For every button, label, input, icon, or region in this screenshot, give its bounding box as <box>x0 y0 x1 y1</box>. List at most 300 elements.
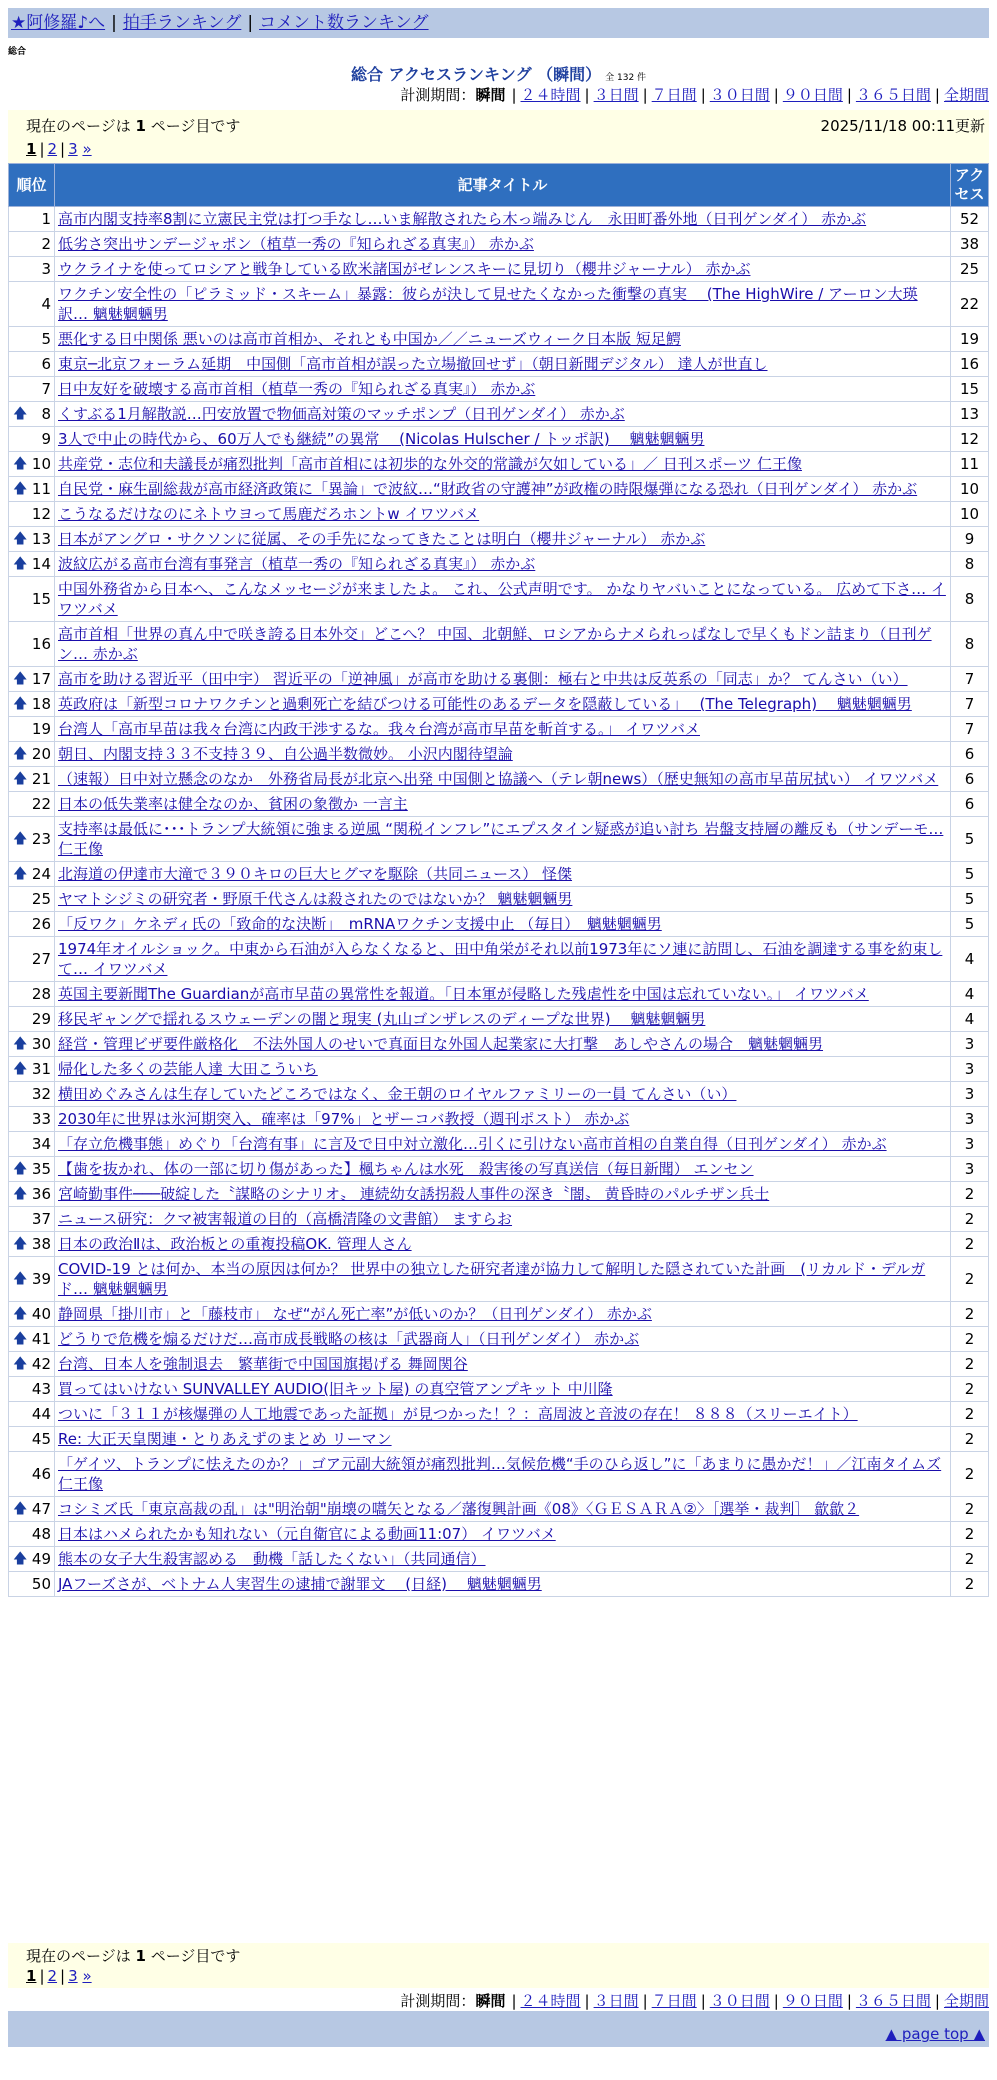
article-title-link[interactable]: 経営・管理ビザ要件厳格化 不法外国人のせいで真面目な外国人起業家に大打撃 あしやさんの場合 魑魅魍魎男 <box>58 1035 824 1053</box>
table-row <box>9 887 989 912</box>
article-title-link[interactable]: 中国外務省から日本へ、こんなメッセージが来ましたよ。 これ、公式声明です。 かなりヤバいことになっている。 広めて下さ… イワツバメ <box>58 580 946 618</box>
table-row <box>9 282 989 327</box>
article-title-link[interactable]: 高市首相「世界の真ん中で咲き誇る日本外交」どこへ？ 中国、北朝鮮、ロシアからナメられっぱなしで早くもドン詰まり（日刊ゲン… 赤かぶ <box>58 625 932 663</box>
article-title-link[interactable]: 北海道の伊達市大滝で３９０キロの巨大ヒグマを駆除（共同ニュース） 怪傑 <box>58 865 573 883</box>
article-title-link[interactable]: 東京─北京フォーラム延期 中国側「高市首相が誤った立場撤回せず」（朝日新聞デジタル） 達人が世直し <box>58 355 768 373</box>
rank-cell <box>9 1377 55 1402</box>
access-count: 38 <box>951 232 989 257</box>
rank-number: 9 <box>41 430 51 448</box>
access-count: 5 <box>951 817 989 862</box>
access-count: 52 <box>951 207 989 232</box>
rank-number: 32 <box>31 1085 51 1103</box>
table-row <box>9 577 989 622</box>
title-cell <box>55 1377 951 1402</box>
total-count: 全 132 件 <box>605 73 647 83</box>
rank-cell <box>9 1032 55 1057</box>
rank-cell <box>9 1207 55 1232</box>
rank-cell <box>9 377 55 402</box>
next-page-link[interactable]: » <box>82 1967 92 1985</box>
table-row <box>9 862 989 887</box>
access-count: 2 <box>951 1452 989 1497</box>
article-title-link[interactable]: 「存立危機事態」めぐり「台湾有事」に言及で日中対立激化…引くに引けない高市首相の自業自得（日刊ゲンダイ） 赤かぶ <box>58 1135 887 1153</box>
rank-number: 26 <box>31 915 51 933</box>
rank-number: 6 <box>41 355 51 373</box>
table-row <box>9 1007 989 1032</box>
table-row <box>9 817 989 862</box>
table-row <box>9 667 989 692</box>
access-count: 3 <box>951 1157 989 1182</box>
rank-cell <box>9 327 55 352</box>
up-arrow-icon: 🡅 <box>13 1186 28 1202</box>
period-option-365d[interactable]: ３６５日間 <box>855 1992 931 2010</box>
table-row <box>9 1522 989 1547</box>
article-title-link[interactable]: 日本の低失業率は健全なのか、貧困の象徴か 一言主 <box>58 795 408 813</box>
title-cell <box>55 1007 951 1032</box>
title-cell <box>55 1132 951 1157</box>
rank-cell <box>9 1057 55 1082</box>
rank-number: 41 <box>31 1330 51 1348</box>
rank-number: 36 <box>31 1185 51 1203</box>
article-title-link[interactable]: ついに「３１１が核爆弾の人工地震であった証拠」が見つかった！？：高周波と音波の存在！ ８８８（スリーエイト） <box>58 1405 858 1423</box>
access-count: 3 <box>951 1132 989 1157</box>
title-cell <box>55 742 951 767</box>
access-count: 3 <box>951 1082 989 1107</box>
nav-separator: | <box>247 13 254 33</box>
page-info-top <box>8 110 989 163</box>
rank-cell <box>9 982 55 1007</box>
rank-number: 1 <box>41 210 51 228</box>
table-row <box>9 352 989 377</box>
article-title-link[interactable]: 台湾人「高市早苗は我々台湾に内政干渉するな。我々台湾が高市早苗を斬首する。」 イワツバメ <box>58 720 700 738</box>
rank-number: 25 <box>31 890 51 908</box>
rank-cell <box>9 817 55 862</box>
current-page-text: 現在のページは 1 ページ目です <box>26 1947 241 1965</box>
rank-cell <box>9 667 55 692</box>
article-title-link[interactable]: 2030年に世界は氷河期突入、確率は「97%」とザーコバ教授（週刊ポスト） 赤かぶ <box>58 1110 630 1128</box>
top-navigation <box>8 8 989 38</box>
rank-cell <box>9 1082 55 1107</box>
up-arrow-icon: 🡅 <box>13 746 28 762</box>
table-row <box>9 1497 989 1522</box>
rank-number: 28 <box>31 985 51 1003</box>
title-cell <box>55 817 951 862</box>
rank-number: 37 <box>31 1210 51 1228</box>
rank-cell <box>9 1257 55 1302</box>
article-title-link[interactable]: 台湾、日本人を強制退去 繁華街で中国国旗掲げる 舞岡関谷 <box>58 1355 468 1373</box>
table-row <box>9 552 989 577</box>
page-link-1[interactable]: 1 <box>26 140 37 158</box>
rank-number: 20 <box>31 745 51 763</box>
period-option-90d[interactable]: ９０日間 <box>782 86 843 104</box>
title-cell <box>55 452 951 477</box>
access-count: 2 <box>951 1207 989 1232</box>
rank-cell <box>9 1452 55 1497</box>
up-arrow-icon: 🡅 <box>13 406 28 422</box>
article-title-link[interactable]: ワクチン安全性の「ピラミッド・スキーム」暴露：彼らが決して見せたくなかった衝撃の真実 (The HighWire / アーロン大瑛訳… 魑魅魍魎男 <box>58 285 918 323</box>
article-title-link[interactable]: 「反ワク」ケネディ氏の「致命的な決断」 mRNAワクチン支援中止 （毎日） 魑魅魍魎男 <box>58 915 662 933</box>
ranking-title-text: 総合 アクセスランキング （瞬間） <box>350 65 602 84</box>
access-count: 7 <box>951 692 989 717</box>
rank-cell <box>9 1232 55 1257</box>
rank-cell <box>9 232 55 257</box>
rank-cell <box>9 1427 55 1452</box>
rank-cell <box>9 792 55 817</box>
title-cell <box>55 477 951 502</box>
article-title-link[interactable]: こうなるだけなのにネトウヨって馬鹿だろホントw イワツバメ <box>58 505 480 523</box>
article-title-link[interactable]: 宮崎勤事件───破綻した〝謀略のシナリオ〟 連続幼女誘拐殺人事件の深き〝闇〟 黄昏時のパルチザン兵士 <box>58 1185 770 1203</box>
rank-number: 27 <box>31 950 51 968</box>
title-cell <box>55 427 951 452</box>
title-cell <box>55 1427 951 1452</box>
title-cell <box>55 257 951 282</box>
access-count: 2 <box>951 1352 989 1377</box>
access-count: 2 <box>951 1497 989 1522</box>
table-row <box>9 232 989 257</box>
nav-link-clap-ranking[interactable]: 拍手ランキング <box>122 13 242 33</box>
rank-number: 11 <box>31 480 51 498</box>
article-title-link[interactable]: 熊本の女子大生殺害認める 動機「話したくない」（共同通信） <box>58 1550 486 1568</box>
title-cell <box>55 527 951 552</box>
access-count: 8 <box>951 552 989 577</box>
period-option-all[interactable]: 全期間 <box>943 1992 989 2010</box>
access-count: 7 <box>951 667 989 692</box>
rank-number: 17 <box>31 670 51 688</box>
up-arrow-icon: 🡅 <box>13 531 28 547</box>
access-count: 6 <box>951 767 989 792</box>
period-option-3d[interactable]: ３日間 <box>593 1992 639 2010</box>
article-title-link[interactable]: 買ってはいけない SUNVALLEY AUDIO(旧キット屋) の真空管アンプキット 中川隆 <box>58 1380 613 1398</box>
update-time: 2025/11/18 00:11更新 <box>820 117 985 135</box>
title-cell <box>55 1107 951 1132</box>
rank-cell <box>9 862 55 887</box>
table-row <box>9 1427 989 1452</box>
period-option-7d[interactable]: ７日間 <box>651 86 697 104</box>
access-count: 10 <box>951 502 989 527</box>
article-title-link[interactable]: 3人で中止の時代から、60万人でも継続”の異常 (Nicolas Hulscher / トッポ訳) 魑魅魍魎男 <box>58 430 705 448</box>
table-row <box>9 1157 989 1182</box>
next-page-link[interactable]: » <box>82 140 92 158</box>
title-cell <box>55 717 951 742</box>
period-option-3d[interactable]: ３日間 <box>593 86 639 104</box>
up-arrow-icon: 🡅 <box>13 1306 28 1322</box>
page-link-2[interactable]: 2 <box>47 1967 58 1985</box>
up-arrow-icon: 🡅 <box>13 1161 28 1177</box>
title-cell <box>55 622 951 667</box>
article-title-link[interactable]: 高市内閣支持率8割に立憲民主党は打つ手なし…いま解散されたら木っ端みじん 永田町番外地（日刊ゲンダイ） 赤かぶ <box>58 210 867 228</box>
title-cell <box>55 692 951 717</box>
rank-cell <box>9 622 55 667</box>
title-cell <box>55 912 951 937</box>
rank-cell <box>9 402 55 427</box>
period-option-90d[interactable]: ９０日間 <box>782 1992 843 2010</box>
article-title-link[interactable]: 低劣さ突出サンデージャポン（植草一秀の『知られざる真実』） 赤かぶ <box>58 235 534 253</box>
title-cell <box>55 1547 951 1572</box>
title-cell <box>55 352 951 377</box>
article-title-link[interactable]: 共産党・志位和夫議長が痛烈批判「高市首相には初歩的な外交的常識が欠如している」／ 日刊スポーツ 仁王像 <box>58 455 802 473</box>
up-arrow-icon: 🡅 <box>13 1551 28 1567</box>
rank-number: 35 <box>31 1160 51 1178</box>
page-link-1[interactable]: 1 <box>26 1967 37 1985</box>
period-label: 計測期間： <box>400 86 476 104</box>
rank-cell <box>9 937 55 982</box>
table-row <box>9 1082 989 1107</box>
title-cell <box>55 552 951 577</box>
table-row <box>9 792 989 817</box>
access-count: 2 <box>951 1402 989 1427</box>
article-title-link[interactable]: 【歯を抜かれ、体の一部に切り傷があった】楓ちゃんは水死 殺害後の写真送信（毎日新聞） エンセン <box>58 1160 754 1178</box>
title-cell <box>55 1327 951 1352</box>
period-option-24h[interactable]: ２４時間 <box>520 1992 581 2010</box>
article-title-link[interactable]: 日本がアングロ・サクソンに従属、その手先になってきたことは明白（櫻井ジャーナル） 赤かぶ <box>58 530 706 548</box>
rank-number: 19 <box>31 720 51 738</box>
access-count: 8 <box>951 577 989 622</box>
title-cell <box>55 767 951 792</box>
article-title-link[interactable]: 静岡県「掛川市」と「藤枝市」 なぜ“がん死亡率”が低いのか？（日刊ゲンダイ） 赤かぶ <box>58 1305 652 1323</box>
nav-link-comment-ranking[interactable]: コメント数ランキング <box>259 13 429 33</box>
access-count: 11 <box>951 452 989 477</box>
title-cell <box>55 887 951 912</box>
rank-number: 42 <box>31 1355 51 1373</box>
title-cell <box>55 937 951 982</box>
period-option-30d[interactable]: ３０日間 <box>709 1992 770 2010</box>
article-title-link[interactable]: 日中友好を破壊する高市首相（植草一秀の『知られざる真実』） 赤かぶ <box>58 380 536 398</box>
title-cell <box>55 232 951 257</box>
header-title: 記事タイトル <box>55 164 951 207</box>
article-title-link[interactable]: 「ゲイツ、トランプに怯えたのか？」ゴア元副大統領が痛烈批判…気候危機“手のひら返し”に「あまりに愚かだ！」／江南タイムズ 仁王像 <box>58 1455 942 1493</box>
title-cell <box>55 282 951 327</box>
article-title-link[interactable]: （速報）日中対立懸念のなか 外務省局長が北京へ出発 中国側と協議へ（テレ朝news）（歴史無知の高市早苗尻拭い） イワツバメ <box>58 770 939 788</box>
header-rank: 順位 <box>9 164 55 207</box>
period-option-all[interactable]: 全期間 <box>943 86 989 104</box>
category-label: 総合 <box>8 47 27 57</box>
table-row <box>9 767 989 792</box>
table-row <box>9 1132 989 1157</box>
article-title-link[interactable]: 高市を助ける習近平（田中宇） 習近平の「逆神風」が高市を助ける裏側：極右と中共は反英系の「同志」か？ てんさい（い） <box>58 670 908 688</box>
article-title-link[interactable]: 悪化する日中関係 悪いのは高市首相か、それとも中国か／／ニューズウィーク日本版 短足鰐 <box>58 330 681 348</box>
nav-link-asyura[interactable]: ★阿修羅♪へ <box>11 13 106 33</box>
access-count: 10 <box>951 477 989 502</box>
page-link-2[interactable]: 2 <box>47 140 58 158</box>
table-row <box>9 1302 989 1327</box>
table-row <box>9 717 989 742</box>
title-cell <box>55 1402 951 1427</box>
period-option-7d[interactable]: ７日間 <box>651 1992 697 2010</box>
access-count: 3 <box>951 1107 989 1132</box>
access-count: 6 <box>951 792 989 817</box>
article-title-link[interactable]: 英国主要新聞The Guardianが高市早苗の異常性を報道。「日本軍が侵略した残虐性を中国は忘れていない。」 イワツバメ <box>58 985 869 1003</box>
up-arrow-icon: 🡅 <box>13 771 28 787</box>
title-cell <box>55 1352 951 1377</box>
table-row <box>9 377 989 402</box>
rank-cell <box>9 1132 55 1157</box>
table-row <box>9 402 989 427</box>
article-title-link[interactable]: 横田めぐみさんは生存していたどころではなく、金王朝のロイヤルファミリーの一員 てんさい（い） <box>58 1085 737 1103</box>
period-option-365d[interactable]: ３６５日間 <box>855 86 931 104</box>
table-row <box>9 1327 989 1352</box>
article-title-link[interactable]: Re: 大正天皇関連・とりあえずのまとめ リーマン <box>58 1430 392 1448</box>
title-cell <box>55 1082 951 1107</box>
table-row <box>9 427 989 452</box>
access-count: 15 <box>951 377 989 402</box>
current-page-text: 現在のページは 1 ページ目です <box>26 117 241 135</box>
header-access: アクセス <box>951 164 989 207</box>
article-title-link[interactable]: 波紋広がる高市台湾有事発言（植草一秀の『知られざる真実』） 赤かぶ <box>58 555 536 573</box>
rank-number: 39 <box>31 1270 51 1288</box>
article-title-link[interactable]: 支持率は最低に･･･トランプ大統領に強まる逆風 “関税インフレ”にエプスタイン疑惑が追い討ち 岩盤支持層の離反も（サンデーモ… 仁王像 <box>58 820 944 858</box>
table-row <box>9 982 989 1007</box>
rank-number: 3 <box>41 260 51 278</box>
title-cell <box>55 982 951 1007</box>
period-option-30d[interactable]: ３０日間 <box>709 86 770 104</box>
rank-cell <box>9 1547 55 1572</box>
article-title-link[interactable]: ヤマトシジミの研究者・野原千代さんは殺されたのではないか？ 魑魅魍魎男 <box>58 890 573 908</box>
period-current: 瞬間 <box>475 1992 506 2010</box>
rank-number: 16 <box>31 635 51 653</box>
article-title-link[interactable]: 移民ギャングで揺れるスウェーデンの闇と現実 (丸山ゴンザレスのディープな世界) 魑魅魍魎男 <box>58 1010 706 1028</box>
table-row <box>9 742 989 767</box>
rank-number: 14 <box>31 555 51 573</box>
title-cell <box>55 1232 951 1257</box>
title-cell <box>55 862 951 887</box>
up-arrow-icon: 🡅 <box>13 1271 28 1287</box>
rank-number: 4 <box>41 295 51 313</box>
up-arrow-icon: 🡅 <box>13 1356 28 1372</box>
rank-number: 33 <box>31 1110 51 1128</box>
title-cell <box>55 1497 951 1522</box>
access-count: 9 <box>951 527 989 552</box>
access-count: 2 <box>951 1427 989 1452</box>
rank-cell <box>9 427 55 452</box>
title-cell <box>55 1207 951 1232</box>
rank-cell <box>9 1522 55 1547</box>
article-title-link[interactable]: 1974年オイルショック。中東から石油が入らなくなると、田中角栄がそれ以前1973年にソ連に訪問し、石油を調達する事を約束して… イワツバメ <box>58 940 943 978</box>
page-link-3[interactable]: 3 <box>68 140 78 158</box>
nav-separator: | <box>111 13 117 33</box>
title-cell <box>55 502 951 527</box>
table-header-row <box>9 164 989 207</box>
access-count: 2 <box>951 1302 989 1327</box>
table-row <box>9 257 989 282</box>
article-title-link[interactable]: 自民党・麻生副総裁が高市経済政策に「異論」で波紋…“財政省の守護神”が政権の時限爆弾になる恐れ（日刊ゲンダイ） 赤かぶ <box>58 480 918 498</box>
rank-number: 50 <box>31 1575 51 1593</box>
table-row <box>9 1377 989 1402</box>
title-cell <box>55 1572 951 1597</box>
access-count: 22 <box>951 282 989 327</box>
article-title-link[interactable]: 日本の政治Ⅱは、政治板との重複投稿OK. 管理人さん <box>58 1235 412 1253</box>
rank-cell <box>9 692 55 717</box>
period-selector-top: 計測期間：瞬間 | ２４時間 | ３日間 | ７日間 | ３０日間 | ９０日間 | ３６５日間 | 全期間 <box>400 86 989 104</box>
table-row <box>9 1032 989 1057</box>
rank-number: 44 <box>31 1405 51 1423</box>
table-row <box>9 1107 989 1132</box>
title-cell <box>55 1032 951 1057</box>
rank-cell <box>9 207 55 232</box>
period-option-24h[interactable]: ２４時間 <box>520 86 581 104</box>
table-row <box>9 1402 989 1427</box>
table-row <box>9 502 989 527</box>
page-top-link[interactable]: ▲ page top ▲ <box>885 2025 985 2043</box>
table-row <box>9 937 989 982</box>
article-title-link[interactable]: ニュース研究：クマ被害報道の目的（高橋清隆の文書館） ますらお <box>58 1210 513 1228</box>
article-title-link[interactable]: どうりで危機を煽るだけだ…高市成長戦略の核は「武器商人」（日刊ゲンダイ） 赤かぶ <box>58 1330 640 1348</box>
rank-cell <box>9 742 55 767</box>
rank-cell <box>9 1327 55 1352</box>
access-count: 19 <box>951 327 989 352</box>
article-title-link[interactable]: JAフーズさが、ベトナム人実習生の逮捕で謝罪文 (日経) 魑魅魍魎男 <box>58 1575 542 1593</box>
title-cell <box>55 377 951 402</box>
rank-number: 43 <box>31 1380 51 1398</box>
article-title-link[interactable]: コシミズ氏「東京高裁の乱」は"明治朝"崩壊の嚆矢となる／藩復興計画《08》〈ＧＥＳＡＲＡ②〉［選挙・裁判］ 歙歙２ <box>58 1500 860 1518</box>
rank-cell <box>9 577 55 622</box>
rank-number: 30 <box>31 1035 51 1053</box>
rank-cell <box>9 1182 55 1207</box>
ranking-title <box>0 62 997 85</box>
rank-number: 48 <box>31 1525 51 1543</box>
access-count: 4 <box>951 1007 989 1032</box>
rank-cell <box>9 477 55 502</box>
table-row <box>9 622 989 667</box>
up-arrow-icon: 🡅 <box>13 671 28 687</box>
article-title-link[interactable]: 帰化した多くの芸能人達 大田こういち <box>58 1060 318 1078</box>
rank-number: 8 <box>41 405 51 423</box>
access-count: 4 <box>951 982 989 1007</box>
table-row <box>9 1057 989 1082</box>
access-count: 2 <box>951 1377 989 1402</box>
rank-cell <box>9 1402 55 1427</box>
access-count: 7 <box>951 717 989 742</box>
rank-number: 47 <box>31 1500 51 1518</box>
rank-cell <box>9 527 55 552</box>
up-arrow-icon: 🡅 <box>13 1501 28 1517</box>
rank-number: 45 <box>31 1430 51 1448</box>
access-count: 5 <box>951 912 989 937</box>
rank-number: 7 <box>41 380 51 398</box>
title-cell <box>55 667 951 692</box>
rank-number: 10 <box>31 455 51 473</box>
article-title-link[interactable]: くすぶる1月解散説…円安放置で物価高対策のマッチポンプ（日刊ゲンダイ） 赤かぶ <box>58 405 625 423</box>
access-count: 3 <box>951 1032 989 1057</box>
access-count: 8 <box>951 622 989 667</box>
title-cell <box>55 1257 951 1302</box>
article-title-link[interactable]: 英政府は「新型コロナワクチンと過剰死亡を結びつける可能性のあるデータを隠蔽している」 (The Telegraph) 魑魅魍魎男 <box>58 695 912 713</box>
rank-number: 40 <box>31 1305 51 1323</box>
rank-cell <box>9 717 55 742</box>
rank-cell <box>9 282 55 327</box>
rank-cell <box>9 452 55 477</box>
rank-number: 34 <box>31 1135 51 1153</box>
title-cell <box>55 1182 951 1207</box>
table-row <box>9 1257 989 1302</box>
rank-cell <box>9 552 55 577</box>
rank-number: 38 <box>31 1235 51 1253</box>
period-label: 計測期間： <box>400 1992 476 2010</box>
table-row <box>9 452 989 477</box>
article-title-link[interactable]: 朝日、内閣支持３３不支持３９、自公過半数微妙。 小沢内閣待望論 <box>58 745 513 763</box>
rank-number: 24 <box>31 865 51 883</box>
article-title-link[interactable]: 日本はハメられたかも知れない（元自衛官による動画11:07） イワツバメ <box>58 1525 556 1543</box>
table-row <box>9 1352 989 1377</box>
page-link-3[interactable]: 3 <box>68 1967 78 1985</box>
article-title-link[interactable]: ウクライナを使ってロシアと戦争している欧米諸国がゼレンスキーに見切り（櫻井ジャーナル） 赤かぶ <box>58 260 751 278</box>
rank-cell <box>9 257 55 282</box>
period-current: 瞬間 <box>475 86 506 104</box>
article-title-link[interactable]: COVID-19 とは何か、本当の原因は何か？ 世界中の独立した研究者達が協力して解明した隠されていた計画 (リカルド・デルガド… 魑魅魍魎男 <box>58 1260 926 1298</box>
table-row <box>9 1232 989 1257</box>
access-count: 2 <box>951 1182 989 1207</box>
rank-number: 13 <box>31 530 51 548</box>
pagination: 1 | 2 | 3 » <box>26 140 92 158</box>
rank-cell <box>9 912 55 937</box>
